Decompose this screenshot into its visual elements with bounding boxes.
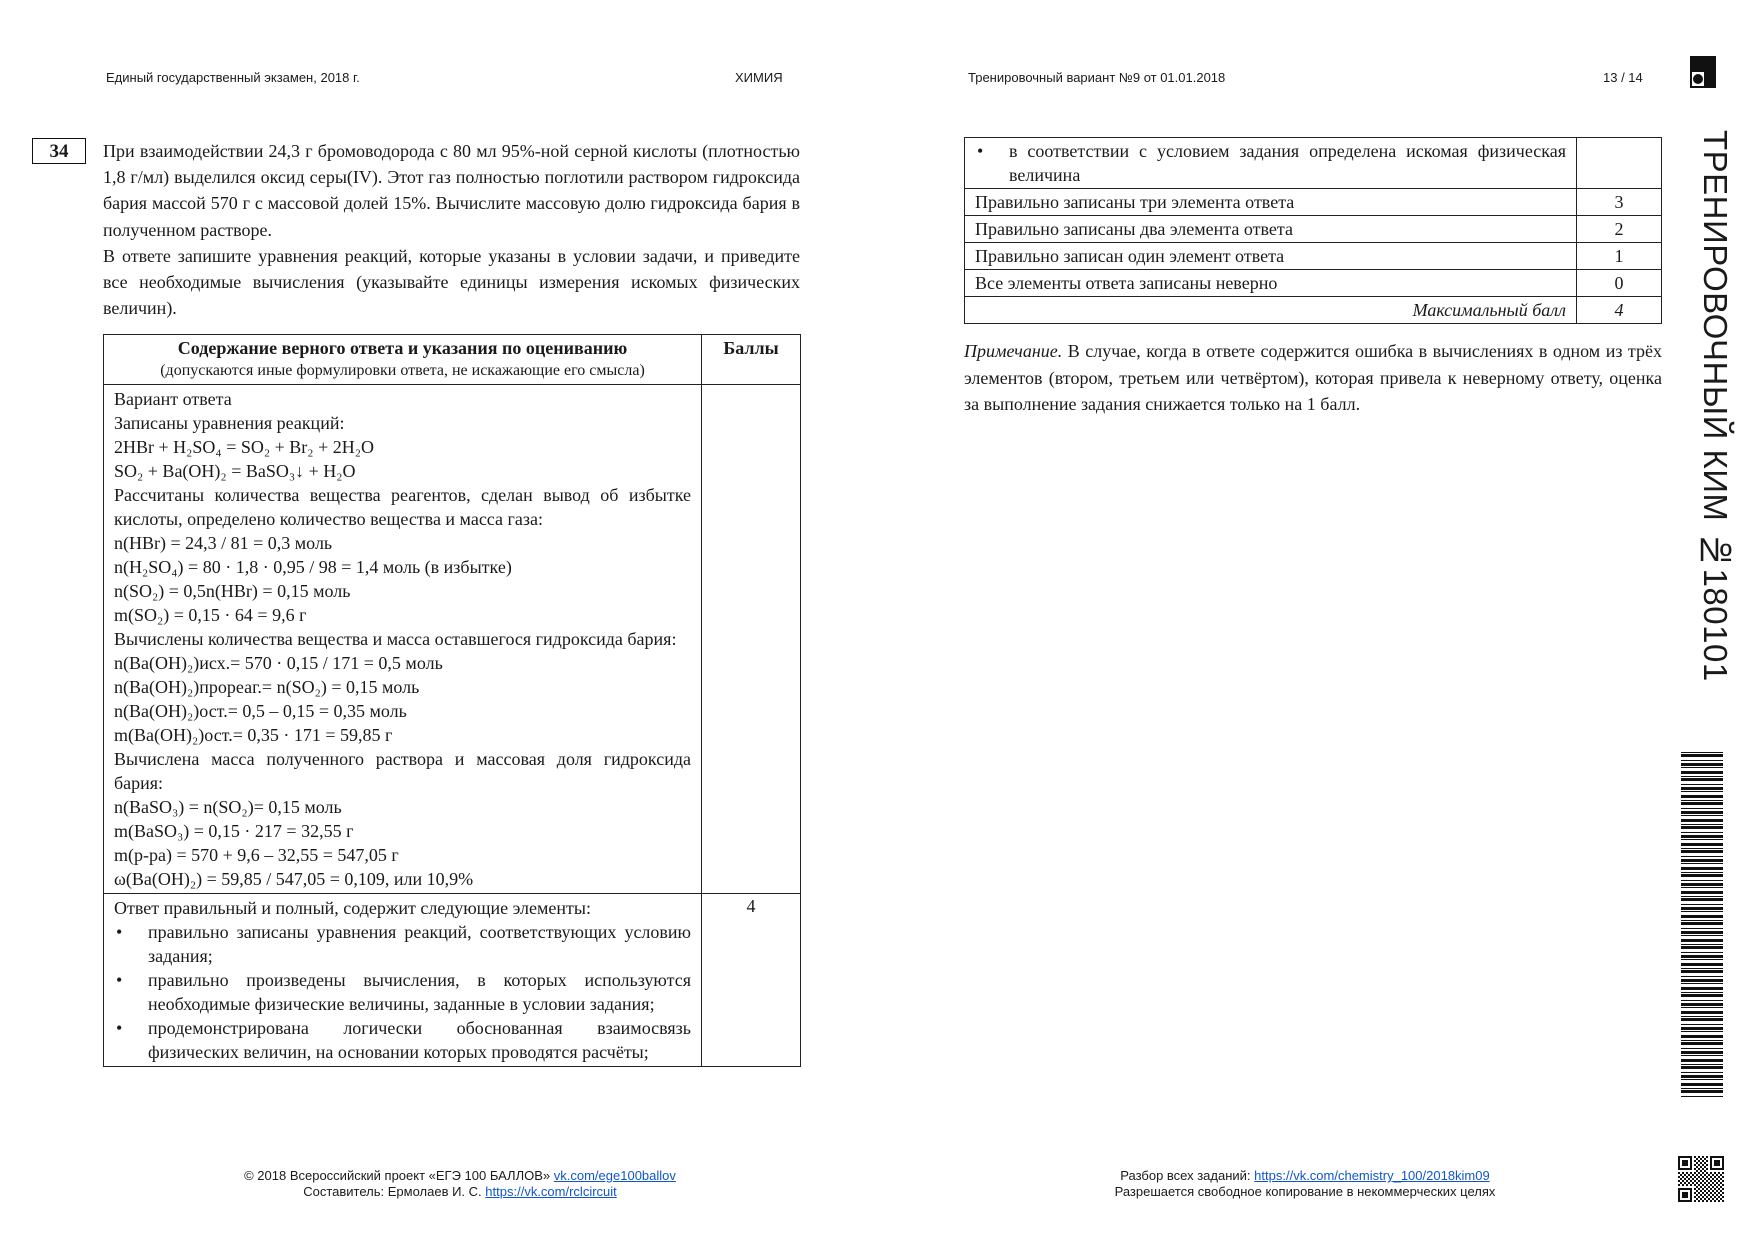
score-table	[964, 137, 1662, 324]
grading-table	[103, 334, 801, 1067]
answer-line: 2HBr + H₂SO₄ = SO₂ + Br₂ + 2H₂O	[114, 437, 374, 457]
criteria-item: • продемонстрирована логически обоснованная взаимосвязь физических величин, на основании которых проводятся расчёты;	[148, 1016, 691, 1064]
score-row-label: Все элементы ответа записаны неверно	[965, 270, 1577, 297]
score-row-label: Правильно записан один элемент ответа	[965, 243, 1577, 270]
answer-line: m(SO₂) = 0,15 · 64 = 9,6 г	[114, 605, 307, 625]
answer-line: n(H₂SO₄) = 80 · 1,8 · 0,95 / 98 = 1,4 моль (в избытке)	[114, 557, 512, 577]
score-row-value: 1	[1577, 243, 1662, 270]
qr-code-icon	[1678, 1156, 1724, 1202]
criteria-content	[104, 894, 702, 1067]
task-paragraph-1: При взаимодействии 24,3 г бромоводорода с 80 мл 95%-ной серной кислоты (плотностью 1,8 г/мл) выделился оксид серы(IV). Этот газ полностью поглотили раствором гидроксида бария массой 570 г с массовой долей 15%. Вычислите массовую долю гидроксида бария в полученном растворе.	[103, 141, 800, 240]
footer-author-link[interactable]: https://vk.com/rclcircuit	[485, 1184, 617, 1199]
header-subject: ХИМИЯ	[735, 70, 783, 85]
note-label: Примечание.	[964, 341, 1063, 361]
grading-header-title: Содержание верного ответа и указания по оцениванию	[177, 338, 628, 358]
max-score-label: Максимальный балл	[965, 297, 1577, 324]
answer-content	[104, 385, 702, 894]
answer-score-empty	[702, 385, 801, 894]
criteria-score: 4	[702, 894, 801, 1067]
footer-analysis-label: Разбор всех заданий:	[1120, 1168, 1251, 1183]
answer-line: n(Ba(OH)₂)исх.= 570 · 0,15 / 171 = 0,5 моль	[114, 653, 443, 673]
footer-right	[990, 1168, 1620, 1200]
criteria-list	[114, 920, 691, 1064]
note-text: В случае, когда в ответе содержится ошибка в вычислениях в одном из трёх элементов (втором, третьем или четвёртом), которая привела к неверному ответу, оценка за выполнение задания снижается только на 1 балл.	[964, 341, 1662, 414]
answer-line: m(р-ра) = 570 + 9,6 – 32,55 = 547,05 г	[114, 845, 399, 865]
grading-header-content	[104, 335, 702, 385]
footer-left	[180, 1168, 740, 1200]
score-bullet-empty	[1577, 138, 1662, 189]
header-page-number: 13 / 14	[1603, 70, 1643, 85]
footer-vk-link[interactable]: vk.com/ege100ballov	[553, 1168, 676, 1183]
score-row-label: Правильно записаны три элемента ответа	[965, 189, 1577, 216]
answer-line: ω(Ba(OH)₂) = 59,85 / 547,05 = 0,109, или 10,9%	[114, 869, 474, 889]
answer-line: n(SO₂) = 0,5n(HBr) = 0,15 моль	[114, 581, 351, 601]
header-exam-title: Единый государственный экзамен, 2018 г.	[106, 70, 360, 85]
footer-left-line-1	[180, 1168, 740, 1184]
answer-line: n(HBr) = 24,3 / 81 = 0,3 моль	[114, 533, 333, 553]
header-variant: Тренировочный вариант №9 от 01.01.2018	[968, 70, 1226, 85]
barcode-icon	[1681, 752, 1723, 1100]
answer-line: n(BaSO₃) = n(SO₂)= 0,15 моль	[114, 797, 342, 817]
score-row-value: 2	[1577, 216, 1662, 243]
note-paragraph	[964, 338, 1662, 418]
corner-mark-icon	[1690, 56, 1716, 88]
side-title: ТРЕНИРОВОЧНЫЙ КИМ №180101	[1697, 130, 1734, 682]
score-row-value: 0	[1577, 270, 1662, 297]
score-row-label: Правильно записаны два элемента ответа	[965, 216, 1577, 243]
answer-line: Рассчитаны количества вещества реагентов, сделан вывод об избытке кислоты, определено количество вещества и масса газа:	[114, 485, 691, 529]
answer-line: n(Ba(OH)₂)прореаг.= n(SO₂) = 0,15 моль	[114, 677, 420, 697]
footer-right-line-1	[990, 1168, 1620, 1184]
score-bullet-item: • в соответствии с условием задания определена искомая физическая величина	[1009, 139, 1566, 187]
criteria-item: • правильно записаны уравнения реакций, соответствующих условию задания;	[148, 920, 691, 968]
footer-left-line-2	[180, 1184, 740, 1200]
answer-line: n(Ba(OH)₂)ост.= 0,5 – 0,15 = 0,35 моль	[114, 701, 407, 721]
score-bullet-cell	[965, 138, 1577, 189]
score-row-value: 3	[1577, 189, 1662, 216]
grading-header-note: (допускаются иные формулировки ответа, не искажающие его смысла)	[160, 362, 645, 379]
criteria-item: • правильно произведены вычисления, в которых используются необходимые физические величины, заданные в условии задания;	[148, 968, 691, 1016]
footer-analysis-link[interactable]: https://vk.com/chemistry_100/2018kim09	[1254, 1168, 1490, 1183]
max-score-value: 4	[1577, 297, 1662, 324]
answer-line: Записаны уравнения реакций:	[114, 413, 345, 433]
footer-copyright: © 2018 Всероссийский проект «ЕГЭ 100 БАЛЛОВ»	[244, 1168, 551, 1183]
task-paragraph-2: В ответе запишите уравнения реакций, которые указаны в условии задачи, и приведите все необходимые вычисления (указывайте единицы измерения искомых физических величин).	[103, 245, 800, 319]
criteria-intro: Ответ правильный и полный, содержит следующие элементы:	[114, 898, 591, 918]
task-statement	[103, 138, 800, 321]
answer-line: Вычислены количества вещества и масса оставшегося гидроксида бария:	[114, 629, 677, 649]
answer-line: SO₂ + Ba(OH)₂ = BaSO₃↓ + H₂O	[114, 461, 356, 481]
grading-header-score: Баллы	[702, 335, 801, 385]
answer-line: m(BaSO₃) = 0,15 · 217 = 32,55 г	[114, 821, 354, 841]
score-bullet-list	[975, 139, 1566, 187]
footer-license: Разрешается свободное копирование в некоммерческих целях	[1114, 1184, 1496, 1199]
task-number: 34	[32, 138, 86, 164]
answer-line: m(Ba(OH)₂)ост.= 0,35 · 171 = 59,85 г	[114, 725, 393, 745]
answer-line: Вычислена масса полученного раствора и массовая доля гидроксида бария:	[114, 749, 691, 793]
answer-line: Вариант ответа	[114, 389, 232, 409]
footer-author: Составитель: Ермолаев И. С.	[303, 1184, 482, 1199]
